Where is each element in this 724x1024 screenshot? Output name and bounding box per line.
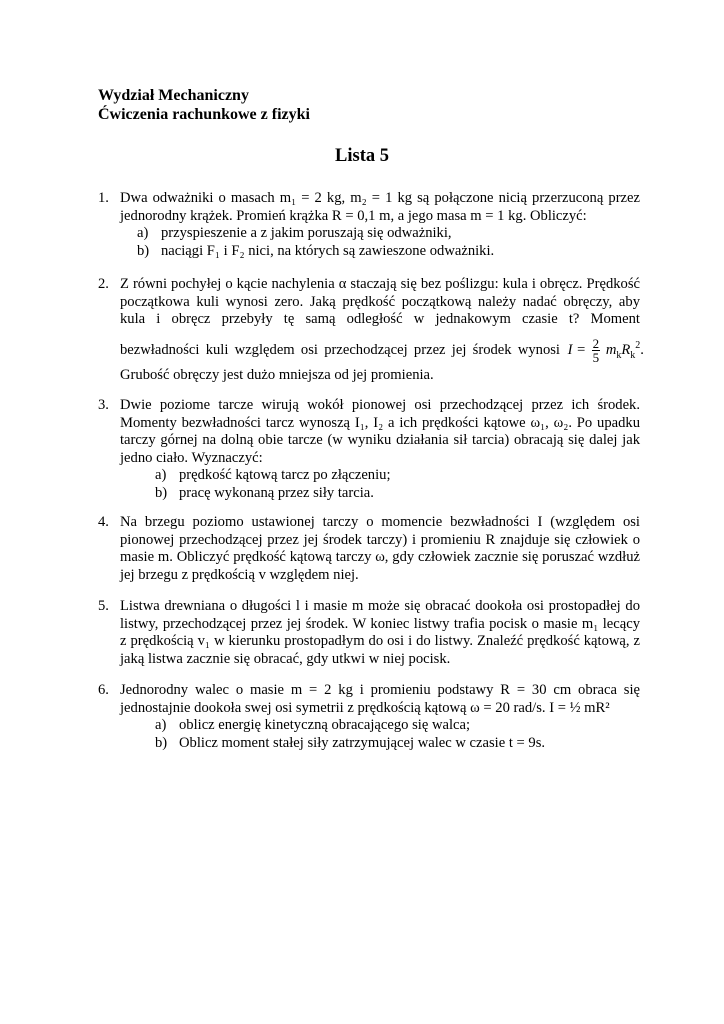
fraction-denominator: 5 bbox=[592, 349, 600, 365]
subitem-label: b) bbox=[155, 734, 168, 751]
subitem-text: przyspieszenie a z jakim poruszają się odważniki, bbox=[161, 225, 452, 242]
formula-radius: R bbox=[621, 341, 631, 358]
problem-number: 3. bbox=[98, 397, 109, 413]
subitem-text: oblicz energię kinetyczną obracającego się walca; bbox=[179, 717, 471, 734]
document-header bbox=[98, 86, 310, 124]
problem-6 bbox=[98, 682, 640, 752]
problem-line: jednorodny krążek. Promień krążka R = 0,1 m, a jego masa m = 1 kg. Obliczyć: bbox=[120, 207, 587, 224]
formula-line bbox=[120, 335, 644, 365]
formula-end: . bbox=[640, 341, 644, 358]
problem-number: 1. bbox=[98, 190, 109, 206]
problem-line: tarczy górnej na dolną obie tarcze (w wyniku działania sił tarcia) obracają się dalej jak bbox=[120, 432, 640, 449]
problem-line: kula i obręcz przebyły tę samą odległość w jednakowym czasie t? Moment bbox=[120, 311, 640, 328]
subitem bbox=[155, 735, 640, 753]
problem-line: Dwa odważniki o masach m₁ = 2 kg, m₂ = 1 kg są połączone nicią przerzuconą przez bbox=[120, 190, 640, 206]
subitem-text: pracę wykonaną przez siły tarcia. bbox=[179, 484, 374, 501]
fraction bbox=[592, 337, 601, 364]
problem-line: Grubość obręczy jest dużo mniejsza od jej promienia. bbox=[120, 366, 434, 383]
problem-line: pionowej przechodzącej przez jej środek tarczy) i promieniu R znajduje się człowiek o bbox=[120, 531, 640, 548]
formula-lhs: I = bbox=[567, 341, 587, 358]
problem-line: z prędkością v₁ w kierunku prostopadłym do osi i do listwy. Znaleźć prędkość kątową, z bbox=[120, 633, 640, 650]
subitem bbox=[155, 485, 640, 503]
moment-formula bbox=[567, 335, 644, 365]
problem-line: masie m. Obliczyć prędkość kątową tarczy ω, gdy człowiek zacznie się poruszać wzdłuż bbox=[120, 549, 640, 566]
problem-number: 5. bbox=[98, 598, 109, 614]
problem-3 bbox=[98, 397, 640, 503]
subitem-label: b) bbox=[137, 242, 150, 259]
formula-mass-sub: k bbox=[616, 349, 622, 361]
problem-number: 6. bbox=[98, 682, 109, 698]
subitem-label: a) bbox=[155, 717, 167, 734]
problem-line: jaką listwa zacznie się obracać, gdy utkwi w niej pocisk. bbox=[120, 650, 451, 667]
subitem-text: naciągi F₁ i F₂ nici, na których są zawieszone odważniki. bbox=[161, 242, 495, 259]
subitem-text: prędkość kątową tarcz po złączeniu; bbox=[179, 467, 391, 484]
problem-line: listwy, przechodzącej przez jej środek. W koniec listwy trafia pocisk o masie m₁ lecący bbox=[120, 615, 640, 632]
faculty-name: Wydział Mechaniczny bbox=[98, 87, 249, 104]
list-title: Lista 5 bbox=[335, 146, 389, 166]
problem-number: 2. bbox=[98, 276, 109, 292]
subitem bbox=[137, 243, 640, 261]
problem-line: jedno ciało. Wyznaczyć: bbox=[120, 449, 263, 466]
course-name: Ćwiczenia rachunkowe z fizyki bbox=[98, 106, 310, 123]
problem-4 bbox=[98, 514, 640, 584]
subitem-label: b) bbox=[155, 484, 168, 501]
problem-line: Na brzegu poziomo ustawionej tarczy o momencie bezwładności I (względem osi bbox=[120, 514, 640, 530]
formula-radius-sup: 2 bbox=[635, 339, 641, 351]
subitem bbox=[155, 717, 640, 735]
subitem bbox=[137, 225, 640, 243]
problem-5 bbox=[98, 598, 640, 668]
formula-mass: m bbox=[605, 341, 617, 358]
subitem-label: a) bbox=[155, 467, 167, 484]
subitem bbox=[155, 467, 640, 485]
subitem-text: Oblicz moment stałej siły zatrzymującej walec w czasie t = 9s. bbox=[179, 734, 546, 751]
problem-line: bezwładności kuli względem osi przechodzącej przez jej środek wynosi bbox=[120, 341, 560, 358]
problem-line: Momenty bezwładności tarcz wynoszą I₁, I₂ a ich prędkości kątowe ω₁, ω₂. Po upadku bbox=[120, 414, 640, 431]
problem-line: początkowa kuli wynosi zero. Jaką prędkość początkową należy nadać obręczy, aby bbox=[120, 293, 640, 310]
problem-number: 4. bbox=[98, 514, 109, 530]
problem-2 bbox=[98, 276, 644, 384]
problem-line: jednostajnie dookoła swej osi symetrii z prędkością kątową ω = 20 rad/s. I = ½ mR² bbox=[120, 699, 610, 716]
fraction-numerator: 2 bbox=[592, 335, 600, 351]
problem-line: Jednorodny walec o masie m = 2 kg i promieniu podstawy R = 30 cm obraca się bbox=[120, 682, 640, 698]
problem-line: Dwie poziome tarcze wirują wokół pionowej osi przechodzącej przez ich środek. bbox=[120, 397, 640, 413]
problem-1 bbox=[98, 190, 640, 260]
subitem-label: a) bbox=[137, 225, 149, 242]
formula-radius-sub: k bbox=[630, 349, 636, 361]
problem-line: Z równi pochyłej o kącie nachylenia α staczają się bez poślizgu: kula i obręcz. Prędkość bbox=[120, 276, 640, 292]
problem-line: jej brzegu z prędkością v względem niej. bbox=[120, 566, 359, 583]
problem-line: Listwa drewniana o długości l i masie m może się obracać dookoła osi prostopadłej do bbox=[120, 598, 640, 614]
